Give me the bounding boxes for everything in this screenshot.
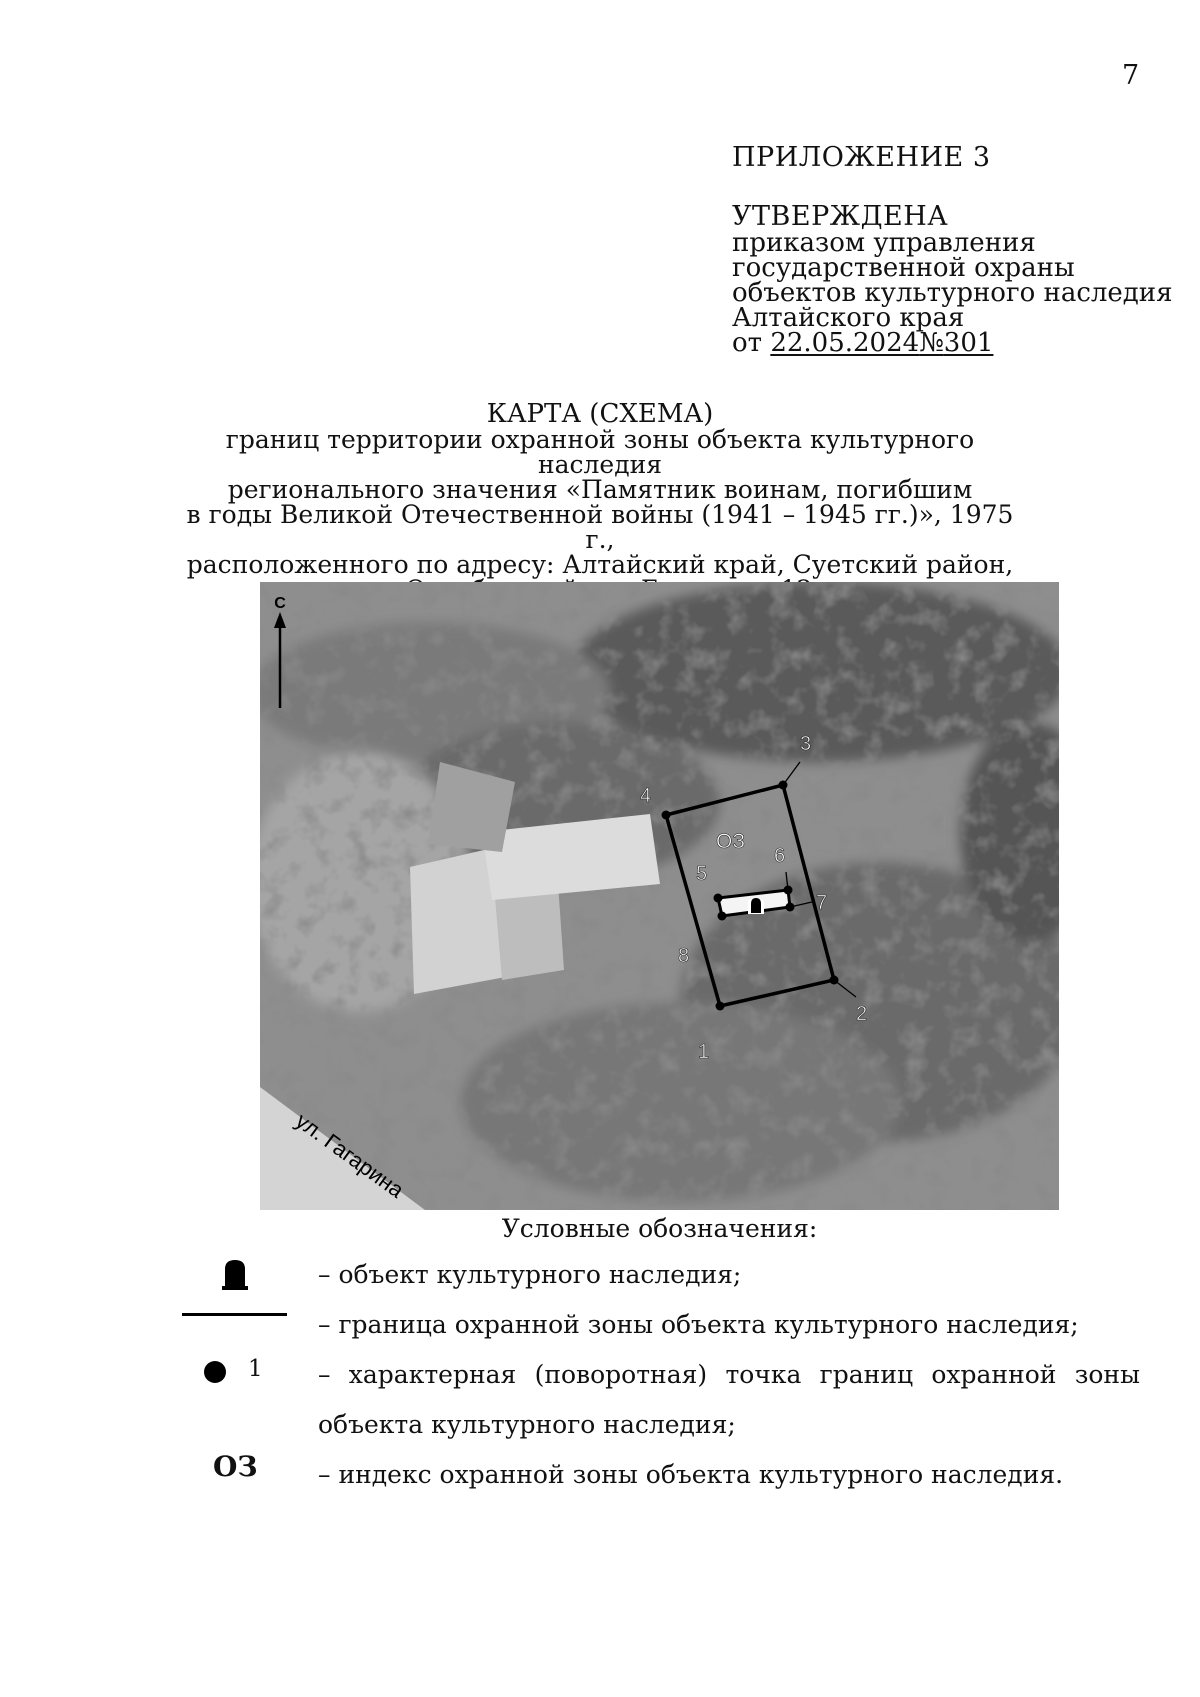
approval-line: объектов культурного наследия [732, 278, 1173, 308]
legend-text: – характерная (поворотная) точка границ охранной зоны объекта культурного наследия; [318, 1360, 1140, 1439]
approval-date-line [732, 328, 1173, 358]
turning-point-8 [718, 912, 727, 921]
legend-zone-index-symbol: ОЗ [213, 1450, 258, 1483]
approval-date: 22.05.2024 [770, 328, 920, 358]
point-label-2: 2 [856, 1003, 868, 1025]
legend-turning-point-symbol [204, 1356, 274, 1386]
cultural-heritage-object-icon [748, 898, 764, 914]
legend-text: – граница охранной зоны объекта культурного наследия; [318, 1310, 1079, 1339]
map-foliage-texture [260, 582, 1059, 1210]
turning-point-1 [716, 1002, 725, 1011]
street-label: ул. Гагарина [291, 1107, 409, 1203]
approval-number: 301 [943, 328, 994, 358]
north-label: С [274, 595, 286, 612]
monument-icon [222, 1258, 248, 1290]
heading-line: расположенного по адресу: Алтайский край, Суетский район, [186, 550, 1014, 579]
date-prefix: от [732, 328, 763, 358]
point-label-1: 1 [698, 1041, 710, 1063]
legend-point-number: 1 [248, 1356, 263, 1382]
legend-title: Условные обозначения: [501, 1214, 818, 1243]
zone-index-label: ОЗ [716, 830, 746, 853]
point-label-5: 5 [696, 863, 708, 885]
appendix-label: ПРИЛОЖЕНИЕ 3 [732, 142, 991, 173]
point-label-3: 3 [800, 733, 812, 755]
aerial-map [260, 582, 1059, 1210]
black-dot-icon [204, 1361, 226, 1383]
heading-title: КАРТА (СХЕМА) [486, 399, 714, 429]
approval-line: Алтайского края [732, 303, 965, 333]
page-number: 7 [1122, 60, 1140, 91]
number-sign: № [919, 328, 944, 358]
approved-label: УТВЕРЖДЕНА [732, 201, 949, 232]
heading-line: регионального значения «Памятник воинам, погибшим [227, 475, 973, 504]
legend-text: – объект культурного наследия; [318, 1260, 742, 1289]
point-label-4: 4 [640, 785, 652, 807]
point-label-8: 8 [678, 945, 690, 967]
document-heading [180, 399, 1020, 602]
approval-line: приказом управления [732, 228, 1036, 258]
legend-heritage-object-symbol [222, 1258, 252, 1294]
approval-line: государственной охраны [732, 253, 1075, 283]
point-label-6: 6 [774, 845, 786, 867]
legend-text: – индекс охранной зоны объекта культурного наследия. [318, 1460, 1064, 1489]
approval-block [732, 201, 1173, 358]
turning-point-4 [662, 811, 671, 820]
heading-line: в годы Великой Отечественной войны (1941 – 1945 гг.)», 1975 г., [186, 500, 1014, 554]
legend-boundary-line-symbol [182, 1313, 287, 1316]
heading-line: границ территории охранной зоны объекта культурного наследия [225, 425, 975, 479]
point-label-7: 7 [816, 892, 828, 914]
turning-point-5 [714, 894, 723, 903]
